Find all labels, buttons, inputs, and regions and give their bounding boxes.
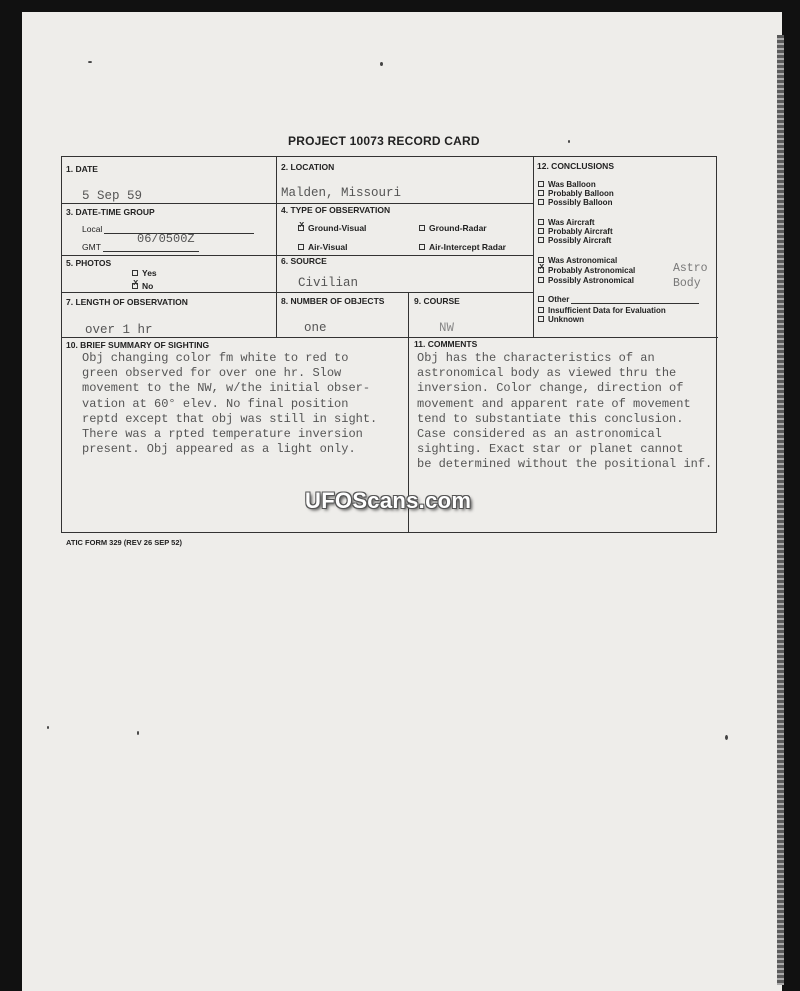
comment-line: inversion. Color change, direction of (417, 381, 684, 396)
card-title: PROJECT 10073 RECORD CARD (288, 134, 480, 148)
gmt-time-field: GMT (82, 242, 199, 252)
comment-line: tend to substantiate this conclusion. (417, 411, 684, 426)
local-time-field: Local (82, 224, 254, 234)
source-value: Civilian (298, 276, 359, 290)
probably-balloon-option: Probably Balloon (538, 189, 614, 198)
possibly-astronomical-option: Possibly Astronomical (538, 276, 634, 285)
conclusions-label: 12. CONCLUSIONS (537, 161, 614, 171)
scan-edge-strip (777, 35, 784, 985)
possibly-balloon-checkbox (538, 199, 544, 205)
probably-aircraft-option: Probably Aircraft (538, 227, 613, 236)
comment-line: movement and apparent rate of movement (417, 396, 691, 411)
brief-summary-label: 10. BRIEF SUMMARY OF SIGHTING (66, 340, 210, 350)
watermark: UFOScans.com (305, 488, 472, 513)
date-value: 5 Sep 59 (82, 189, 143, 203)
possibly-astronomical-checkbox (538, 277, 544, 283)
air-intercept-radar-checkbox (419, 244, 425, 250)
type-of-observation-label: 4. TYPE OF OBSERVATION (281, 205, 391, 215)
location-label: 2. LOCATION (281, 162, 335, 172)
air-visual-checkbox (298, 244, 304, 250)
summary-line: green observed for over one hr. Slow (82, 366, 342, 381)
comment-line: be determined without the positional inf. (417, 457, 713, 472)
photos-yes-checkbox (132, 270, 138, 276)
summary-line: There was a rpted temperature inversion (82, 427, 363, 441)
comment-line: astronomical body as viewed thru the (417, 366, 677, 381)
record-card (61, 156, 717, 533)
probably-astronomical-checkbox (538, 267, 544, 273)
ground-radar-option: Ground-Radar (419, 223, 487, 233)
was-aircraft-checkbox (538, 219, 544, 225)
probably-aircraft-checkbox (538, 228, 544, 234)
summary-line: Obj changing color fm white to red to (82, 351, 349, 365)
photos-label: 5. PHOTOS (66, 258, 112, 268)
probably-balloon-checkbox (538, 190, 544, 196)
summary-line: reptd except that obj was still in sight. (82, 411, 378, 426)
photos-yes-option: Yes (132, 268, 157, 278)
length-of-observation-label: 7. LENGTH OF OBSERVATION (66, 297, 188, 307)
possibly-aircraft-option: Possibly Aircraft (538, 236, 611, 245)
was-balloon-checkbox (538, 181, 544, 187)
length-of-observation-value: over 1 hr (85, 323, 153, 337)
date-label: 1. DATE (66, 164, 98, 174)
probably-astronomical-option: xProbably Astronomical (538, 266, 635, 275)
body-note: Body (673, 277, 701, 290)
possibly-aircraft-checkbox (538, 237, 544, 243)
form-number: ATIC FORM 329 (REV 26 SEP 52) (66, 538, 183, 547)
ground-radar-checkbox (419, 225, 425, 231)
location-value: Malden, Missouri (281, 186, 402, 200)
was-balloon-option: Was Balloon (538, 180, 596, 189)
other-checkbox (538, 296, 544, 302)
summary-line: present. Obj appeared as a light only. (82, 442, 356, 457)
other-option: Other (538, 295, 699, 304)
date-time-group-label: 3. DATE-TIME GROUP (66, 207, 155, 217)
insufficient-data-checkbox (538, 307, 544, 313)
ground-visual-option: xGround-Visual (298, 223, 366, 233)
source-label: 6. SOURCE (281, 256, 327, 266)
astro-note: Astro (673, 262, 708, 275)
air-intercept-radar-option: Air-Intercept Radar (419, 242, 506, 252)
insufficient-data-option: Insufficient Data for Evaluation (538, 306, 666, 315)
course-label: 9. COURSE (414, 296, 460, 306)
unknown-option: Unknown (538, 315, 584, 324)
was-astronomical-option: Was Astronomical (538, 256, 617, 265)
comment-line: Obj has the characteristics of an (417, 351, 655, 365)
number-of-objects-value: one (304, 321, 327, 335)
summary-line: vation at 60° elev. No final position (82, 396, 349, 411)
unknown-checkbox (538, 316, 544, 322)
air-visual-option: Air-Visual (298, 242, 348, 252)
course-value: NW (439, 321, 455, 335)
comment-line: sighting. Exact star or planet cannot (417, 442, 684, 457)
possibly-balloon-option: Possibly Balloon (538, 198, 612, 207)
gmt-value: 06/0500Z (137, 232, 195, 246)
was-aircraft-option: Was Aircraft (538, 218, 595, 227)
comment-line: Case considered as an astronomical (417, 427, 662, 441)
photos-no-option: xNo (132, 281, 153, 291)
comments-label: 11. COMMENTS (414, 339, 478, 349)
ground-visual-checkbox (298, 225, 304, 231)
number-of-objects-label: 8. NUMBER OF OBJECTS (281, 296, 385, 306)
summary-line: movement to the NW, w/the initial obser- (82, 381, 371, 396)
photos-no-checkbox (132, 283, 138, 289)
